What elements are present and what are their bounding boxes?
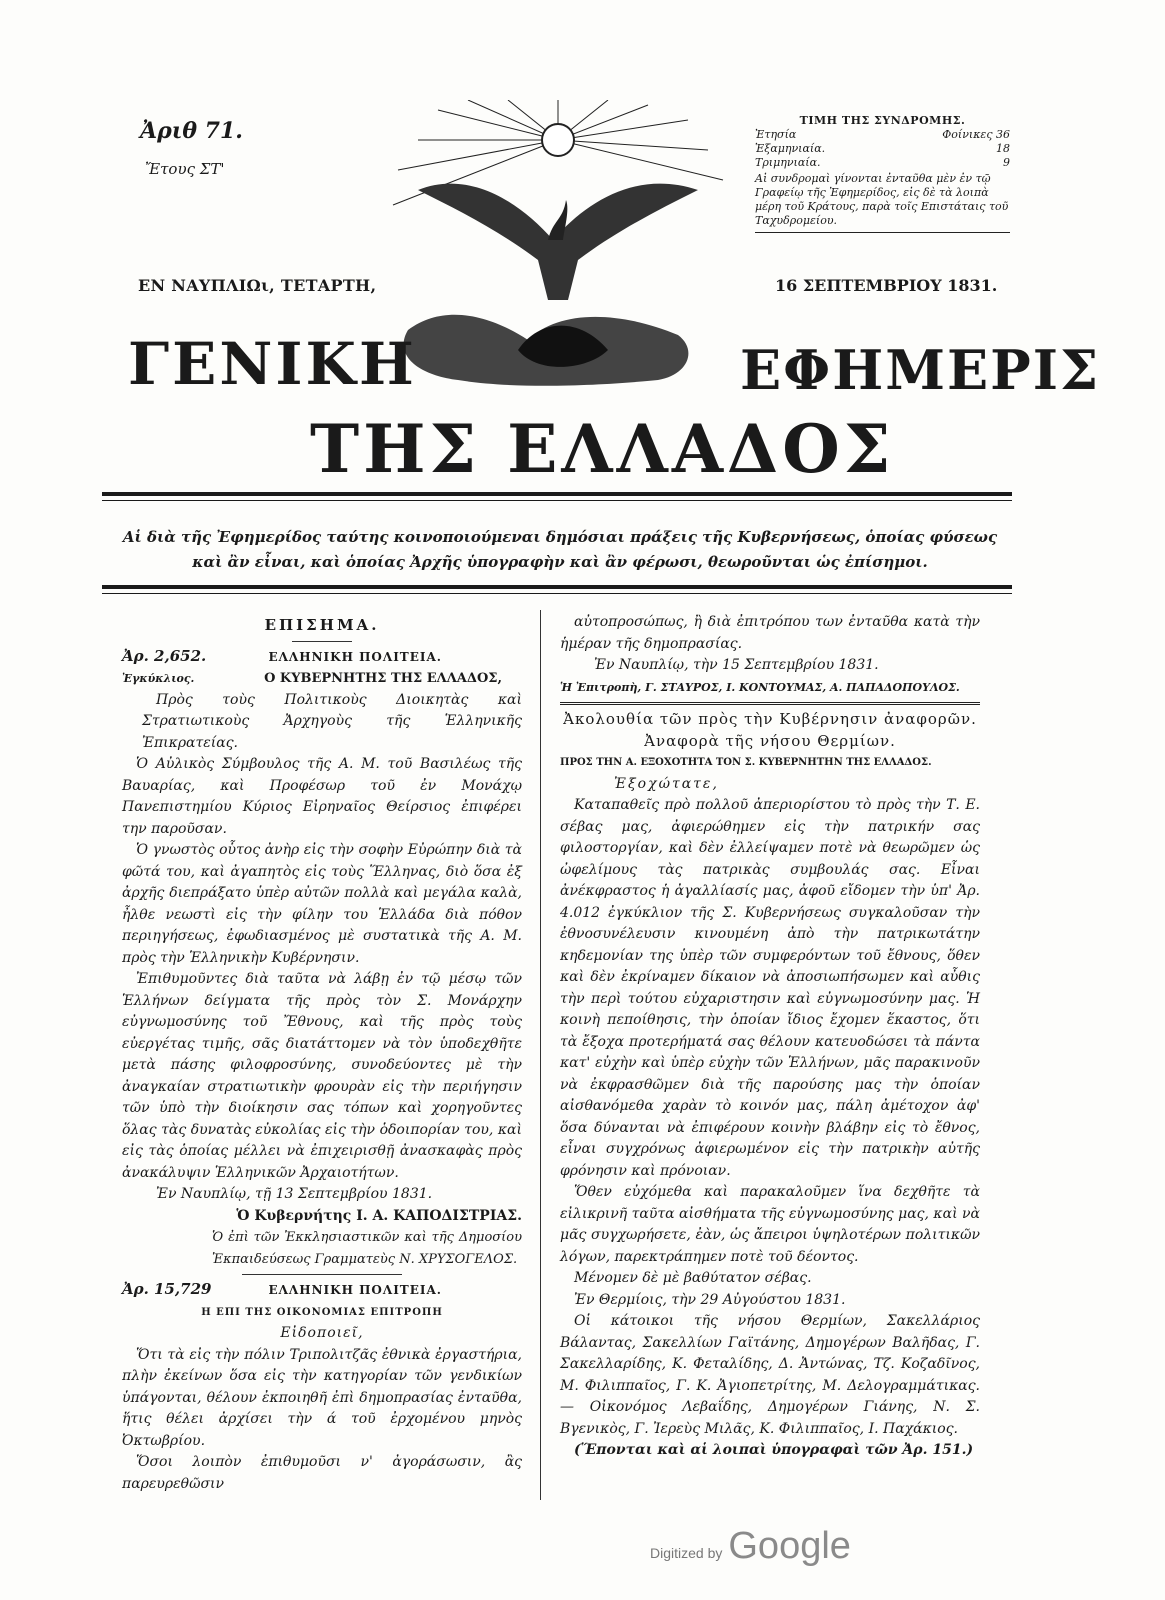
subscription-row (755, 142, 1010, 156)
dateline: Ἐν Ναυπλίῳ, τῇ 13 Σεπτεμβρίου 1831. (156, 1186, 433, 1202)
paragraph: Ἐπιθυμοῦντες διὰ ταῦτα νὰ λάβῃ ἐν τῷ μέσῳ τῶν Ἑλλήνων δείγματα τῆς πρὸς τὸν Σ. Μονάρχην εὐγνωμοσύνης τοῦ Ἔθνους, καὶ τῆς πρὸς τοὺς εὐεργέτας τιμῆς, σᾶς διατάττομεν νὰ τὸν ὑποδεχθῆτε μετὰ πάσης φιλοφροσύνης, συνοδεύοντες μὲ τὴν ἀναγκαίαν στρατιωτικὴν φρουρὰν εἰς τὴν περιήγησιν τῶν ὑπὸ τὴν διοίκησιν σας τόπων καὶ χορηγοῦντες ὅλας τὰς δυνατὰς εὐκολίας εἰς τὴν ὁδοιπορίαν του, καὶ εἰς τὰς ὁποίας μέλλει νὰ ἐπιχειρισθῇ ἀνασκαφὰς πρὸς ἀνακάλυψιν Ἑλληνικῶν Ἀρχαιοτήτων. (122, 971, 522, 1181)
divider (102, 500, 1012, 501)
left-column (122, 615, 522, 1495)
dateline: Ἐν Ναυπλίῳ, τὴν 15 Σεπτεμβρίου 1831. (594, 657, 879, 673)
divider (292, 641, 352, 642)
subscription-value: 9 (1003, 156, 1010, 169)
paragraph: Καταπαθεῖς πρὸ πολλοῦ ἀπεριορίστου τὸ πρὸς τὴν Τ. Ε. σέβας μας, ἀφιερώθημεν εἰς τὴν πατρικήν σας φιλοστοργίαν, καὶ δὲν ἐλλείψαμεν ποτὲ νὰ θεωρῶμεν ὡς ὠφελίμους τὰς πατρικὰς συμβουλάς σας. Εἶναι ἀνέκφραστος ἡ ἀγαλλίασίς μας, ἀφοῦ εἴδομεν τὴν ὑπ' Ἀρ. 4.012 ἐγκύκλιον τῆς Σ. Κυβερνήσεως συγκαλοῦσαν τὴν ἐθνοσυνέλευσιν κινουμένη ἀπὸ τὴν πατρικωτάτην κηδεμονίαν της ὑπὲρ τῶν συμφερόντων τοῦ ἔθνους, ὅθεν καὶ δὲν ἐκρίναμεν δίκαιον νὰ ἀποσιωπήσωμεν καὶ αὖθις τὴν περὶ τούτου εὐχαριστησιν καὶ εὐγνωμοσύνην μας. Ἡ κοινὴ πεποίθησις, τὴν ὁποίαν ἴδιος ἔχομεν ἕκαστος, ὅτι τὰ ἔξοχα προτερήματά σας θέλουν κατευοδώσει τὰ πάντα κατ' εὐχὴν καὶ ὑπὲρ εὐχὴν τῶν Ἑλλήνων, μᾶς παρακινοῦν νὰ ἐκφρασθῶμεν διὰ τῆς παρούσης μας τὴν ὁποίαν αἰσθανόμεθα χαρὰν τὸ κοινόν μας, πάλη ἀμέτοχον ἀφ' ὅσα δύνανται νὰ ἐπιφέρουν κοινὴν βλάβην εἰς τὸ ἔθνος, εἶναι συγχρόνως ἀφιερωμένον εἰς τὴν πατρικὴν αὐτῆς φρόνησιν καὶ πρόνοιαν. (560, 797, 980, 1179)
article-address: Πρὸς τοὺς Πολιτικοὺς Διοικητὰς καὶ Στρατιωτικοὺς Ἀρχηγοὺς τῆς Ἑλληνικῆς Ἐπικρατείας. (142, 691, 522, 751)
paragraph: Ὅσοι λοιπὸν ἐπιθυμοῦσι ν' ἀγοράσωσιν, ἂς παρευρεθῶσιν (122, 1454, 522, 1492)
paragraph: (Ἕπονται καὶ αἱ λοιπαὶ ὑπογραφαὶ τῶν Ἀρ. 151.) (574, 1442, 974, 1458)
official-notice: Αἱ διὰ τῆς Ἐφημερίδος ταύτης κοινοποιούμεναι δημόσιαι πράξεις τῆς Κυβερνήσεως, ὁποίας φύσεως καὶ ἂν εἶναι, καὶ ὁποίας Ἀρχῆς ὑπογραφὴν καὶ ἂν φέρωσι, θεωροῦνται ὡς ἐπίσημοι. (122, 528, 998, 571)
subscription-box (755, 114, 1010, 233)
article-heading-row (122, 646, 522, 669)
subscription-label: Ἐτησία (755, 128, 797, 141)
section-heading: ΕΠΙΣΗΜΑ. (264, 616, 380, 634)
article-tag: Ἐγκύκλιος. (122, 672, 195, 685)
divider (560, 702, 980, 705)
divider (242, 1274, 402, 1275)
signature: Ἡ Ἐπιτροπὴ, Γ. ΣΤΑΥΡΟΣ, Ι. ΚΟΝΤΟΥΜΑΣ, Α. ΠΑΠΑΔΟΠΟΥΛΟΣ. (560, 680, 960, 694)
subscription-header: ΤΙΜΗ ΤΗΣ ΣΥΝΔΡΟΜΗΣ. (799, 114, 966, 127)
article-heading: ΕΛΛΗΝΙΚΗ ΠΟΛΙΤΕΙΑ. (268, 1283, 442, 1297)
article-subheading: Η ΕΠΙ ΤΗΣ ΟΙΚΟΝΟΜΙΑΣ ΕΠΙΤΡΟΠΗ (201, 1306, 443, 1318)
signature: Ὁ ἐπὶ τῶν Ἐκκλησιαστικῶν καὶ τῆς Δημοσίου Ἐκπαιδεύσεως Γραμματεὺς Ν. ΧΡΥΣΟΓΕΛΟΣ. (212, 1230, 522, 1267)
paragraph: Ὁ Αὐλικὸς Σύμβουλος τῆς Α. Μ. τοῦ Βασιλέως τῆς Βαυαρίας, καὶ Προφέσωρ τοῦ ἐν Μονάχῳ Πανεπιστημίου Κύριος Εἰρηναῖος Θείρσιος ἐπιφέρει την παροῦσαν. (122, 756, 522, 837)
place-and-day: ΕΝ ΝΑΥΠΛΙΩι, ΤΕΤΑΡΤΗ, (138, 276, 377, 295)
right-column (560, 612, 980, 1462)
title-right: ΕΦΗΜΕΡΙΣ (740, 338, 1101, 402)
paragraph: Ὁ γνωστὸς οὗτος ἀνὴρ εἰς τὴν σοφὴν Εὐρώπην διὰ τὰ φῶτά του, καὶ ἀγαπητὸς εἰς τοὺς Ἕλληνας, διὸ ὅσα ἐξ ἀρχῆς διεπράξατο ὑπὲρ αὐτῶν πολλὰ καὶ μεγάλα καλὰ, ἦλθε νεωστὶ εἰς τὴν φίλην του Ἑλλάδα διὰ πόθον περιηγήσεως, ἐφωδιασμένος μὲ συστατικὰ τῆς Α. Μ. πρὸς τὴν Ἑλληνικὴν Κυβέρνησιν. (122, 842, 522, 966)
divider (102, 585, 1012, 589)
issue-year: Ἔτους ΣΤ' (145, 160, 225, 178)
subscription-label: Τριμηνιαία. (755, 156, 821, 169)
paragraph: Οἱ κάτοικοι τῆς νήσου Θερμίων, Σακελλάριος Βάλαντας, Σακελλίων Γαϊτάνης, Δημογέρων Βαλῆδας, Γ. Σακελλαρίδης, Κ. Φεταλίδης, Δ. Ἀντώνας, Τζ. Κοζαδῖνος, Μ. Φιλιππαῖος, Γ. Κ. Ἀγιοπετρίτης, Μ. Δελογραμμάτικας. — Οἰκονόμος Λεβαΐδης, Δημογέρων Γιάνης, Ν. Σ. Βγενικὸς, Γ. Ἰερεὺς Μιλᾶς, Κ. Φιλιππαῖος, Ι. Παχάκιος. (560, 1313, 980, 1437)
issue-number: Ἀριθ 71. (140, 118, 243, 144)
signature: Ὁ Κυβερνήτης Ι. Α. ΚΑΠΟΔΙΣΤΡΙΑΣ. (236, 1207, 522, 1224)
salutation: Ἐξοχώτατε, (614, 775, 719, 792)
paragraph: αὐτοπροσώπως, ἢ διὰ ἐπιτρόπου των ἐνταῦθα κατὰ τὴν ἡμέραν τῆς δημοπρασίας. (560, 614, 980, 652)
article-heading: ΕΛΛΗΝΙΚΗ ΠΟΛΙΤΕΙΑ. (268, 649, 442, 664)
divider (102, 492, 1012, 496)
subscription-row (755, 128, 1010, 142)
article-number: Ἀρ. 2,652. (122, 646, 207, 665)
digitized-label: Digitized by (650, 1545, 723, 1561)
section-heading: Ἀκολουθία τῶν πρὸς τὴν Κυβέρνησιν ἀναφορῶν. (563, 710, 977, 728)
paragraph: Ὅθεν εὐχόμεθα καὶ παρακαλοῦμεν ἵνα δεχθῆτε τὰ εἰλικρινῆ ταῦτα αἰσθήματα τῆς εὐγνωμοσύνης μας, καὶ νὰ μᾶς συγχωρήσετε, ἐὰν, ὡς ἄπειροι ὑψηλοτέρων πολιτικῶν λόγων, παρεκτράπημεν ποτὲ τοῦ δέοντος. (560, 1184, 980, 1265)
divider (755, 232, 1010, 233)
article-subheading: Ο ΚΥΒΕΡΝΗΤΗΣ ΤΗΣ ΕΛΛΑΔΟΣ, (264, 671, 502, 686)
paragraph: Μένομεν δὲ μὲ βαθύτατον σέβας. (574, 1270, 812, 1286)
column-divider (540, 610, 541, 1500)
phoenix-emblem-icon (378, 100, 738, 400)
subscription-row (755, 156, 1010, 170)
addressee: ΠΡΟΣ ΤΗΝ Α. ΕΞΟΧΟΤΗΤΑ ΤΟΝ Σ. ΚΥΒΕΡΝΗΤΗΝ ΤΗΣ ΕΛΛΑΔΟΣ. (560, 757, 932, 768)
title-left: ΓΕΝΙΚΗ (128, 330, 417, 398)
digitized-watermark (650, 1525, 851, 1568)
subscription-value: Φοίνικες 36 (942, 128, 1010, 141)
subscription-note: Αἱ συνδρομαὶ γίνονται ἐνταῦθα μὲν ἐν τῷ Γραφείῳ τῆς Ἐφημερίδος, εἰς δὲ τὰ λοιπὰ μέρη τοῦ Κράτους, παρὰ τοῖς Επιστάταις τοῦ Ταχυδρομείου. (755, 172, 1009, 227)
notice-label: Εἰδοποιεῖ, (280, 1325, 364, 1341)
dateline: Ἐν Θερμίοις, τὴν 29 Αὐγούστου 1831. (574, 1291, 846, 1308)
google-logo: Google (728, 1525, 851, 1567)
section-subheading: Ἀναφορὰ τῆς νήσου Θερμίων. (644, 731, 896, 750)
article-heading-row (122, 1279, 522, 1302)
title-subtitle: ΤΗΣ ΕΛΛΑΔΟΣ (310, 410, 895, 488)
article-number: Ἀρ. 15,729 (122, 1280, 212, 1298)
subscription-value: 18 (996, 142, 1010, 155)
issue-date: 16 ΣΕΠΤΕΜΒΡΙΟΥ 1831. (775, 276, 998, 295)
subscription-label: Ἑξαμηνιαία. (755, 142, 826, 155)
paragraph: Ὅτι τὰ εἰς τὴν πόλιν Τριπολιτζᾶς ἐθνικὰ ἐργαστήρια, πλὴν ἐκείνων ὅσα εἰς τὴν κατηγορίαν τῶν γενδικίων ὑπάγονται, θέλουν ἐκποιηθῆ ἐπὶ δημοπρασίας ἐνταῦθα, ἥτις θέλει ἀρχίσει τὴν ά τοῦ ἐρχομένου μηνὸς Ὀκτωβρίου. (122, 1346, 522, 1449)
divider (102, 593, 1012, 594)
article-heading-row (122, 668, 522, 690)
